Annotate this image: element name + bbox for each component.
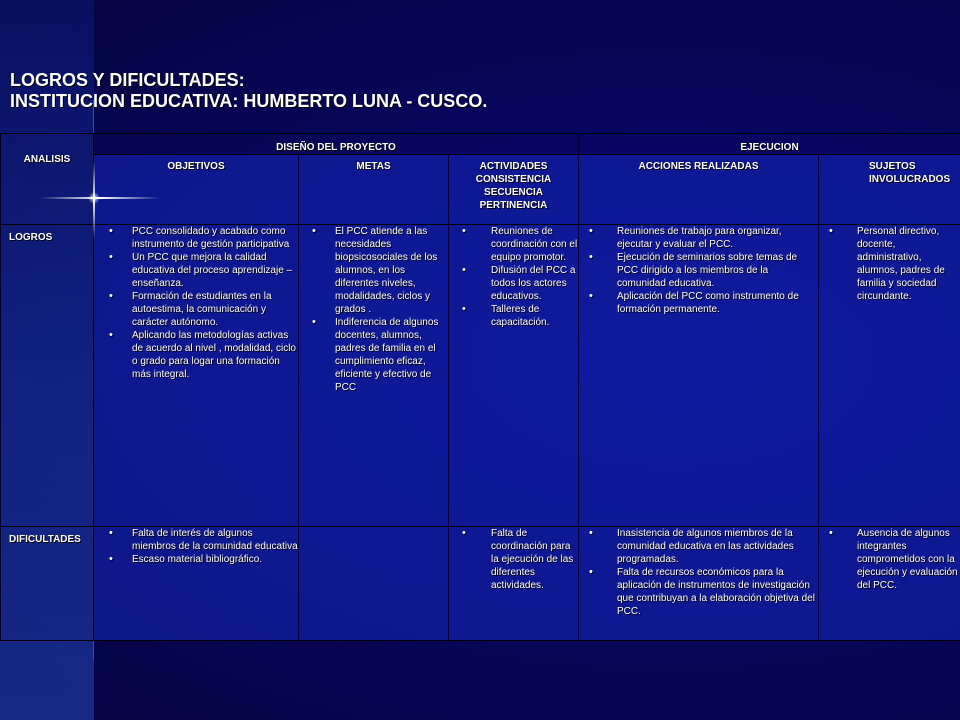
title-line-1: LOGROS Y DIFICULTADES: — [10, 70, 245, 90]
list-item: • Falta de interés de algunos miembros de la comunidad educativa — [94, 527, 298, 553]
list-item: • Reuniones de coordinación con el equipo promotor. — [449, 225, 578, 264]
list-item: • Ausencia de algunos integrantes comprometidos con la ejecución y evaluación del PCC. — [819, 527, 960, 592]
sparkle-decoration — [40, 197, 160, 199]
list-item: • Aplicando las metodologías activas de acuerdo al nivel , modalidad, ciclo o grado para logar una formación más integral. — [94, 329, 298, 381]
list-item: • Talleres de capacitación. — [449, 303, 578, 329]
list-item: • Inasistencia de algunos miembros de la comunidad educativa en las actividades programadas. — [579, 527, 818, 566]
table-row-logros — [1, 225, 960, 527]
list-item: • Personal directivo, docente, administrativo, alumnos, padres de familia y sociedad circundante. — [819, 225, 960, 303]
logros-objetivos-cell — [94, 225, 299, 527]
header-metas: METAS — [299, 155, 449, 225]
list-item: • Escaso material bibliográfico. — [94, 553, 298, 566]
logros-sujetos-cell — [819, 225, 960, 527]
dificultades-actividades-cell — [449, 527, 579, 641]
list-item: • Difusión del PCC a todos los actores educativos. — [449, 264, 578, 303]
dificultades-metas-cell — [299, 527, 449, 641]
title-line-2: INSTITUCION EDUCATIVA: HUMBERTO LUNA - CUSCO. — [10, 91, 488, 111]
list-item: • PCC consolidado y acabado como instrumento de gestión participativa — [94, 225, 298, 251]
header-sujetos-involucrados: SUJETOS INVOLUCRADOS — [819, 155, 960, 225]
list-item: • Indiferencia de algunos docentes, alumnos, padres de familia en el cumplimiento eficaz, eficiente y efectivo de PCC — [299, 316, 448, 394]
row-label-dificultades: DIFICULTADES — [1, 527, 94, 641]
dificultades-sujetos-cell — [819, 527, 960, 641]
logros-actividades-cell — [449, 225, 579, 527]
header-acciones-realizadas: ACCIONES REALIZADAS — [579, 155, 819, 225]
list-item: • Un PCC que mejora la calidad educativa del proceso aprendizaje – enseñanza. — [94, 251, 298, 290]
list-item: • Aplicación del PCC como instrumento de formación permanente. — [579, 290, 818, 316]
list-item: • Falta de recursos económicos para la aplicación de instrumentos de investigación que contribuyan a la elaboración objetiva del PCC. — [579, 566, 818, 618]
header-ejecucion: EJECUCION — [579, 134, 960, 155]
logros-acciones-cell — [579, 225, 819, 527]
list-item: • Falta de coordinación para la ejecución de las diferentes actividades. — [449, 527, 578, 592]
logros-metas-cell — [299, 225, 449, 527]
list-item: • El PCC atiende a las necesidades biopsicosociales de los alumnos, en los diferentes niveles, modalidades, ciclos y grados . — [299, 225, 448, 316]
header-diseno-proyecto: DISEÑO DEL PROYECTO — [94, 134, 579, 155]
analysis-table — [0, 133, 960, 641]
row-label-logros: LOGROS — [1, 225, 94, 527]
list-item: • Ejecución de seminarios sobre temas de PCC dirigido a los miembros de la comunidad educativa. — [579, 251, 818, 290]
page-title — [10, 70, 487, 112]
header-analisis: ANALISIS — [1, 134, 94, 225]
header-objetivos: OBJETIVOS — [94, 155, 299, 225]
list-item: • Reuniones de trabajo para organizar, ejecutar y evaluar el PCC. — [579, 225, 818, 251]
dificultades-objetivos-cell — [94, 527, 299, 641]
list-item: • Formación de estudiantes en la autoestima, la comunicación y carácter autónomo. — [94, 290, 298, 329]
dificultades-acciones-cell — [579, 527, 819, 641]
sparkle-center — [88, 192, 100, 204]
table-row-dificultades — [1, 527, 960, 641]
header-actividades: ACTIVIDADES CONSISTENCIA SECUENCIA PERTINENCIA — [449, 155, 579, 225]
